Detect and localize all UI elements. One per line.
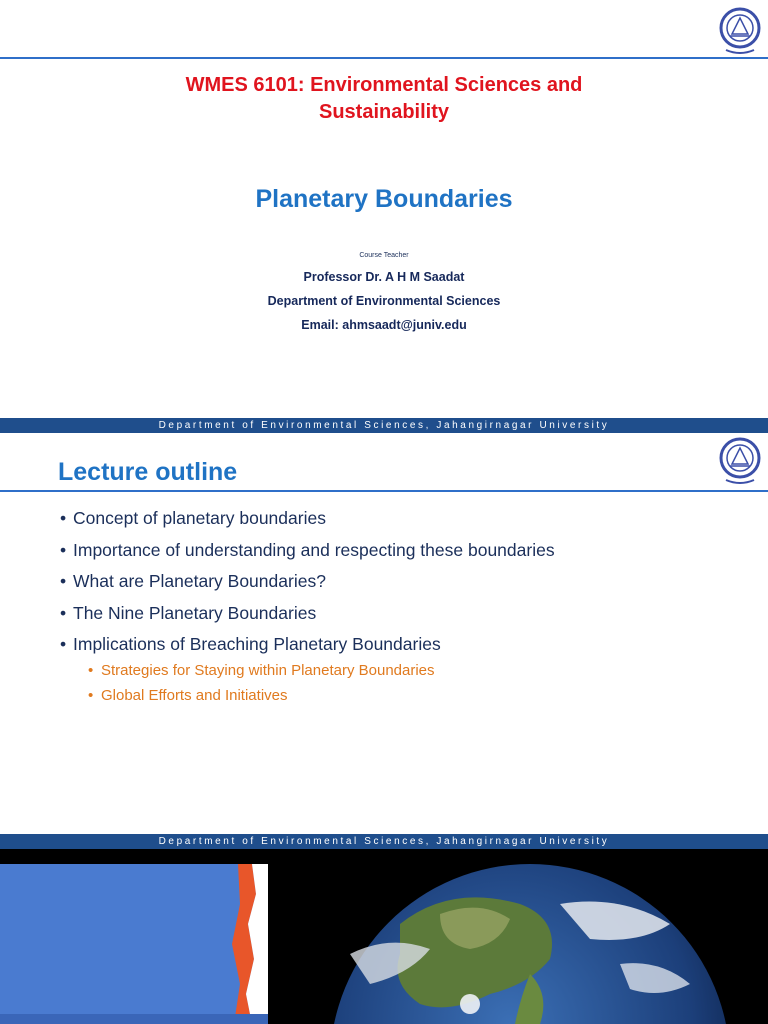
image-slide <box>0 849 768 1024</box>
sub-list-item: • Strategies for Staying within Planetary Boundaries <box>88 661 435 686</box>
university-seal-icon <box>718 6 762 56</box>
teacher-name: Professor Dr. A H M Saadat <box>303 270 465 284</box>
university-seal-icon <box>718 436 762 486</box>
list-item: • The Nine Planetary Boundaries <box>60 601 555 633</box>
list-item: • Importance of understanding and respecting these boundaries <box>60 538 555 570</box>
list-item: • Concept of planetary boundaries <box>60 506 555 538</box>
email-line: Email: ahmsaadt@juniv.edu <box>301 318 467 332</box>
teacher-caption: Course Teacher <box>359 252 409 259</box>
outline-list <box>60 506 555 664</box>
title-slide <box>0 0 768 418</box>
department-name: Department of Environmental Sciences <box>267 294 501 308</box>
header-rule <box>0 490 768 492</box>
outline-heading: Lecture outline <box>58 458 238 486</box>
boundary-map-image <box>0 864 268 1024</box>
list-item: • What are Planetary Boundaries? <box>60 569 555 601</box>
sub-list-item: • Global Efforts and Initiatives <box>88 686 435 711</box>
course-title-line-1: WMES 6101: Environmental Sciences and <box>185 74 583 96</box>
course-title-line-2: Sustainability <box>318 101 450 123</box>
course-title <box>0 72 768 126</box>
footer-bar: Department of Environmental Sciences, Jahangirnagar University <box>0 418 768 433</box>
header-rule <box>0 57 768 59</box>
footer-bar: Department of Environmental Sciences, Jahangirnagar University <box>0 834 768 849</box>
deck-title: Planetary Boundaries <box>255 185 513 213</box>
outline-sub-list <box>88 661 435 711</box>
list-item: • Implications of Breaching Planetary Boundaries <box>60 632 555 664</box>
outline-slide <box>0 418 768 849</box>
earth-globe-image <box>290 864 768 1024</box>
